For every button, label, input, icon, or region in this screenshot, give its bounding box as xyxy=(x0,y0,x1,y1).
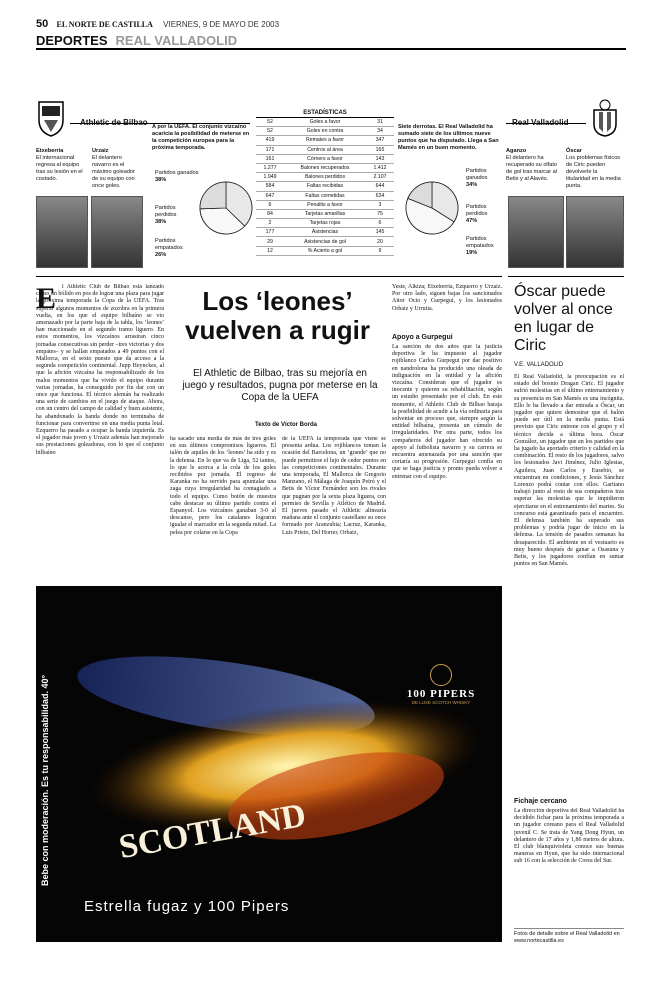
stats-row xyxy=(256,219,394,228)
valladolid-pie-draw-value: 19% xyxy=(466,250,478,256)
bilbao-pie-chart xyxy=(198,180,254,236)
article-subtitle: El Athletic de Bilbao, tras su mejoría en juego y resultados, pugna por meterse en la Copa de la UEFA xyxy=(182,368,378,403)
ad-brand-sub: DE LUXE SCOTCH WHISKY xyxy=(411,700,471,705)
stats-valladolid-value: 75 xyxy=(366,209,394,218)
stats-bilbao-value: 29 xyxy=(256,237,284,246)
article-col3: de la UEFA la temporada que viene se presenta ardua. Los rojiblancos toman la ocasión del Barcelona, un ‘grande’ que no puede permitirse el lujo de ceder puntos en las competiciones continentales. Durante una temporada, El Mallorca de Gregorio Manzano, el Málaga de Joaquín Peiró y el Betis de Víctor Fernández son los rivales que pugnan por la sexta plaza liguera, con permiso de Sevilla y Atlético de Madrid. El jueves pasado el Athletic alinearía mañana ante el conjunto castellano su once formado por Aranzubia; Lacruz, Karanka, Luis Prieto, Del Horno; Orbaiz, xyxy=(282,436,386,536)
bilbao-pie-lost-value: 38% xyxy=(155,219,167,225)
stats-valladolid-value: 347 xyxy=(366,136,394,145)
stats-bilbao-value: 1.277 xyxy=(256,163,284,172)
sidebar-byline: V.E. VALLADOLID xyxy=(514,362,564,368)
stats-bilbao-value: 6 xyxy=(256,200,284,209)
valladolid-pie-lost-value: 47% xyxy=(466,218,478,224)
stats-valladolid-value: 31 xyxy=(366,118,394,127)
bilbao-label-bar xyxy=(70,112,250,127)
stats-bilbao-value: 52 xyxy=(256,118,284,127)
stats-valladolid-value: 3 xyxy=(366,200,394,209)
bilbao-crest-icon xyxy=(36,98,66,138)
stats-row xyxy=(256,200,394,209)
article-col2: ha sacado una media de más de tres goles en sus últimos compromisos ligueros. El talón de aquiles de los ‘leones’ ha sido y es la defensa. En lo que va de Liga, 52 tantos, lo que le acerca a la cola de los goles recibidos por jornada. El regreso de Karanka no ha servido para apuntalar una zaga cuya irregularidad ha contagiado a todo el equipo. Como botón de muestra cabe destacar su último partido contra el Espanyol. Los vizcaínos ganaban 3-0 al descanso, pero los catalanes lograron igualar el marcador en la segunda mitad. La pelea por colarse en la Copa xyxy=(170,436,276,536)
sidebar-text1: El Real Valladolid, la preocupación es el estado del bosnio Dragan Ciric. El jugador sufrió molestias en el último entrenamiento y su presencia en San Mamés es una incógnita. Ello le ha llevado a dar entrada a Óscar, un jugador que quiere demostrar que el balón puede ser útil en la media punta. Está previsto que Ciric entrene con el grupo y el técnico decida a última hora. Óscar González, un jugador que en los partidos que ha jugado ha aportado criterio y calidad en la combinación. El resto de los jugadores, salvo los lesionados Javi Jiménez, Julio Iglesias, Aguilera, Juan Carlos y Eusebio, se encuentran en condiciones, y Jesús Sánchez Lorenzo podrá contar con ellos. Garitano trabajó junto al resto de sus compañeros tras superar las molestias que le impidieron ejercitarse en el entrenamiento del martes. Su concurso está garantizado para el encuentro. El defensa también ha superado sus problemas y podría jugar de inicio en la defensa. La tensión de pasados semanas ha desaparecido. El ambiente en el vestuario es muy bueno después de ganar a Osasuna y Betis, y los jugadores confían en sumar puntos en San Mamés. xyxy=(514,374,624,568)
valladolid-player2-name: Óscar xyxy=(566,148,582,154)
bilbao-team-label: Athletic de Bilbao xyxy=(80,118,148,127)
sidebar-footer: Fotos de detalle sobre el Real Valladolid en www.nortecastilla.es xyxy=(514,928,624,945)
valladolid-pie-lost-label: Partidos perdidos xyxy=(466,204,488,217)
subsection-name: REAL VALLADOLID xyxy=(115,33,238,48)
ad-comet-graphic xyxy=(36,586,502,942)
valladolid-player2-text: Los problemas físicos de Ciric pueden devolverle la titularidad en la media punta. xyxy=(566,155,621,189)
valladolid-label-bar xyxy=(506,112,586,127)
article-rule xyxy=(36,276,502,277)
bilbao-pie-draw-value: 26% xyxy=(155,252,167,258)
stats-label: Asistencias xyxy=(284,228,366,237)
stats-bilbao-value: 171 xyxy=(256,145,284,154)
valladolid-pie-chart xyxy=(404,180,460,236)
stats-bilbao-value: 12 xyxy=(256,246,284,255)
stats-label: Penaltis a favor xyxy=(284,200,366,209)
stats-row xyxy=(256,228,394,237)
stats-label: Centros al área xyxy=(284,145,366,154)
stats-label: Faltas recibidas xyxy=(284,182,366,191)
bilbao-player2 xyxy=(92,148,142,190)
stats-label: Faltas cometidas xyxy=(284,191,366,200)
stats-label: Remates a favor xyxy=(284,136,366,145)
bilbao-pie-lost-label: Partidos perdidos xyxy=(155,205,177,218)
stats-row xyxy=(256,173,394,182)
valladolid-pie-draw-label: Partidos empatados xyxy=(466,236,494,249)
stats-row xyxy=(256,136,394,145)
stats-table xyxy=(256,110,394,256)
stats-valladolid-value: 34 xyxy=(366,127,394,136)
stats-row xyxy=(256,182,394,191)
ad-brand-name: 100 PIPERS xyxy=(406,688,476,700)
ad-scotland-text: SCOTLAND xyxy=(116,796,309,867)
stats-label: Goles a favor xyxy=(284,118,366,127)
stats-bilbao-value: 84 xyxy=(256,209,284,218)
valladolid-crest-icon xyxy=(590,98,620,138)
stats-row xyxy=(256,145,394,154)
bilbao-pie-draw-label: Partidos empatados xyxy=(155,238,183,251)
article-title: Los ‘leones’ vuelven a rugir xyxy=(185,286,370,345)
stats-row xyxy=(256,237,394,246)
article-col1: l Athletic Club de Bilbao está lanzado como un bólido en pos de lograr una plaza para jugar la próxima temporada la Copa de la UEFA. Tras superar algunos momentos de zozobra en la primera vuelta, en los que el equipo bilbaíno se vio amenazado por la parte baja de la tabla, los ‘leones’ han reaccionado en el segundo tramo liguero. En estos momentos, los vizcaínos arrastran cinco jornadas consecutivas sin perder –tres victorias y dos empates– y se hallan empatados a 49 puntos con el Mallorca, en el sexto puesto que da acceso a la segunda competición continental. Jupp Heynckes, al que la afición vizcaína ha responsabilizado de los malos momentos que ha vivido el equipo durante varias jornadas, ha conseguido por fin dar con un once que funciona. El técnico alemán ha realizado una serie de cambios en el juego de ataque. Ahora, con un centro del campo de calidad y buen asistente, ha abandonado la banda donde no terminaba de funcionar para convertirse en una media punta letal. Ezquerro ha pasado a ocupar la banda izquierda. Es el jugador más joven y Urzaiz además han mejorado sus prestaciones goleadoras, con lo que el conjunto bilbaíno xyxy=(36,284,164,456)
valladolid-pie-won-value: 34% xyxy=(466,182,478,188)
stats-bilbao-value: 419 xyxy=(256,136,284,145)
stats-valladolid-value: 20 xyxy=(366,237,394,246)
stats-bilbao-value: 647 xyxy=(256,191,284,200)
sidebar-rule xyxy=(508,276,624,277)
bilbao-pie-lost xyxy=(155,205,195,226)
valladolid-player1-name: Aganzo xyxy=(506,148,527,154)
stats-label: Asistencias de gol xyxy=(284,237,366,246)
aganzo-photo xyxy=(508,196,564,268)
stats-bilbao-value: 584 xyxy=(256,182,284,191)
newspaper-name: EL NORTE DE CASTILLA xyxy=(56,20,153,29)
sidebar-text2: La dirección deportiva del Real Valladolid ha decidido fichar para la próxima temporada a un jugador coreano para el Real Valladolid juvenil C. Se trata de Yang Dong Hyun, un delantero de 17 años y 1,86 metros de altura. El club blanquivioleta conoce sus buenas maneras en Hyun, que ha sido internacional sub 16 con la selección de Corea del Sur. xyxy=(514,808,624,865)
stats-valladolid-value: 145 xyxy=(366,228,394,237)
valladolid-player1-text: El delantero ha recuperado su olfato de gol tras marcar al Betis y al Alavés. xyxy=(506,155,557,182)
stats-rows xyxy=(256,118,394,256)
stats-valladolid-value: 2.107 xyxy=(366,173,394,182)
stats-valladolid-value: 1.412 xyxy=(366,163,394,172)
bilbao-pie-won-label: Partidos ganados xyxy=(155,170,199,176)
bilbao-player1-name: Etxeberria xyxy=(36,148,64,154)
stats-bilbao-value: 2 xyxy=(256,219,284,228)
valladolid-team-label: Real Valladolid xyxy=(512,118,569,127)
etxeberria-photo xyxy=(36,196,88,268)
ad-disclaimer: Bebe con moderación. Es tu responsabilidad. 40° xyxy=(40,674,50,886)
stats-label: Goles en contra xyxy=(284,127,366,136)
article-byline: Texto de Víctor Borda xyxy=(255,422,317,428)
bilbao-intro: A por la UEFA. El conjunto vizcaíno acaricia la posibilidad de meterse en la competición europea para la próxima temporada. xyxy=(152,124,250,151)
whisky-advertisement xyxy=(36,586,502,942)
bilbao-player2-text: El delantero navarro es el máximo goleador de su equipo con once goles. xyxy=(92,155,135,189)
stats-label: Córners a favor xyxy=(284,154,366,163)
bilbao-player1-text: El internacional regresa al equipo tras su lesión en el costado. xyxy=(36,155,83,182)
issue-date: VIERNES, 9 DE MAYO DE 2003 xyxy=(163,20,280,29)
stats-label: Tarjetas rojas xyxy=(284,219,366,228)
stats-label: Balones perdidos xyxy=(284,173,366,182)
ad-tagline: Estrella fugaz y 100 Pipers xyxy=(84,898,290,915)
stats-label: Tarjetas amarillas xyxy=(284,209,366,218)
stats-valladolid-value: 634 xyxy=(366,191,394,200)
stats-bilbao-value: 177 xyxy=(256,228,284,237)
article-subhead: Apoyo a Gurpegui xyxy=(392,334,453,341)
stats-bilbao-value: 161 xyxy=(256,154,284,163)
stats-valladolid-value: 143 xyxy=(366,154,394,163)
stats-valladolid-value: 6 xyxy=(366,219,394,228)
stats-row xyxy=(256,154,394,163)
urzaiz-photo xyxy=(91,196,143,268)
section-name: DEPORTES xyxy=(36,33,108,48)
drop-cap: E xyxy=(36,282,57,315)
valladolid-pie-lost xyxy=(466,204,504,225)
ad-brand-emblem-icon xyxy=(430,664,452,686)
stats-valladolid-value: 644 xyxy=(366,182,394,191)
bilbao-pie-draw xyxy=(155,238,195,259)
stats-title: ESTADÍSTICAS xyxy=(256,110,394,118)
stats-label: Balones recuperados xyxy=(284,163,366,172)
ad-brand-block xyxy=(396,664,486,705)
stats-valladolid-value: 165 xyxy=(366,145,394,154)
stats-row xyxy=(256,209,394,218)
stats-row xyxy=(256,246,394,255)
stats-valladolid-value: 9 xyxy=(366,246,394,255)
stats-bilbao-value: 52 xyxy=(256,127,284,136)
sidebar-title: Óscar puede volver al once en lugar de Ciric xyxy=(514,283,613,354)
page-number: 50 xyxy=(36,18,49,30)
ad-disclaimer-wrap xyxy=(40,674,60,906)
page-header xyxy=(36,18,626,32)
bilbao-pie-won-value: 38% xyxy=(155,177,167,183)
valladolid-player2 xyxy=(566,148,622,190)
stats-row xyxy=(256,163,394,172)
stats-label: % Acierto a gol xyxy=(284,246,366,255)
article-col4b: La sanción de dos años que la justicia deportiva le ha impuesto al jugador rojiblanco Carlos Gurpegui por dar positivo en nandrolona ha producido una oleada de indignación en la entidad y la afición vizcaína. Consideran que el jugador es inocente y quieren su rehabilitación, según un estudio presentado por el club. En este momento, el Athletic Club de Bilbao baraja la posibilidad de acudir a la vía ordinaria para solventar un proceso que, siempre según la entidad bilbaína, presenta un cúmulo de irregularidades. Por otra parte, todos los compañeros del jugador han ofrecido su apoyo al futbolista navarro y su carrera se encuentra amenazada por una sanción que cortaría su progresión. Gurpegui confía en que se haga justicia y pronto pueda volver a entrenar con el equipo. xyxy=(392,344,502,480)
stats-bilbao-value: 1.949 xyxy=(256,173,284,182)
valladolid-intro: Siete derrotas. El Real Valladolid ha sumado siete de los últimos nueve puntos que ha disputado. Llega a San Mamés en un buen momento. xyxy=(398,124,499,151)
bilbao-player2-name: Urzaiz xyxy=(92,148,109,154)
valladolid-pie-draw xyxy=(466,236,504,257)
valladolid-player1 xyxy=(506,148,558,183)
bilbao-player1 xyxy=(36,148,84,183)
stats-row xyxy=(256,127,394,136)
stats-row xyxy=(256,191,394,200)
section-bar xyxy=(36,32,626,50)
oscar-photo xyxy=(566,196,624,268)
sidebar-subhead: Fichaje cercano xyxy=(514,798,567,805)
valladolid-pie-won-label: Partidos ganados xyxy=(466,168,488,181)
valladolid-pie-won xyxy=(466,168,504,189)
article-col4a: Yeste, Alkiza; Etxeberria, Ezquerro y Urzaiz. Por otro lado, siguen bajas los sancionados Aitor Ocio y Gurpegui, y los lesionados Orbaiz y Urrutia. xyxy=(392,284,502,312)
stats-row xyxy=(256,118,394,127)
bilbao-pie-slice-draw xyxy=(200,182,226,209)
